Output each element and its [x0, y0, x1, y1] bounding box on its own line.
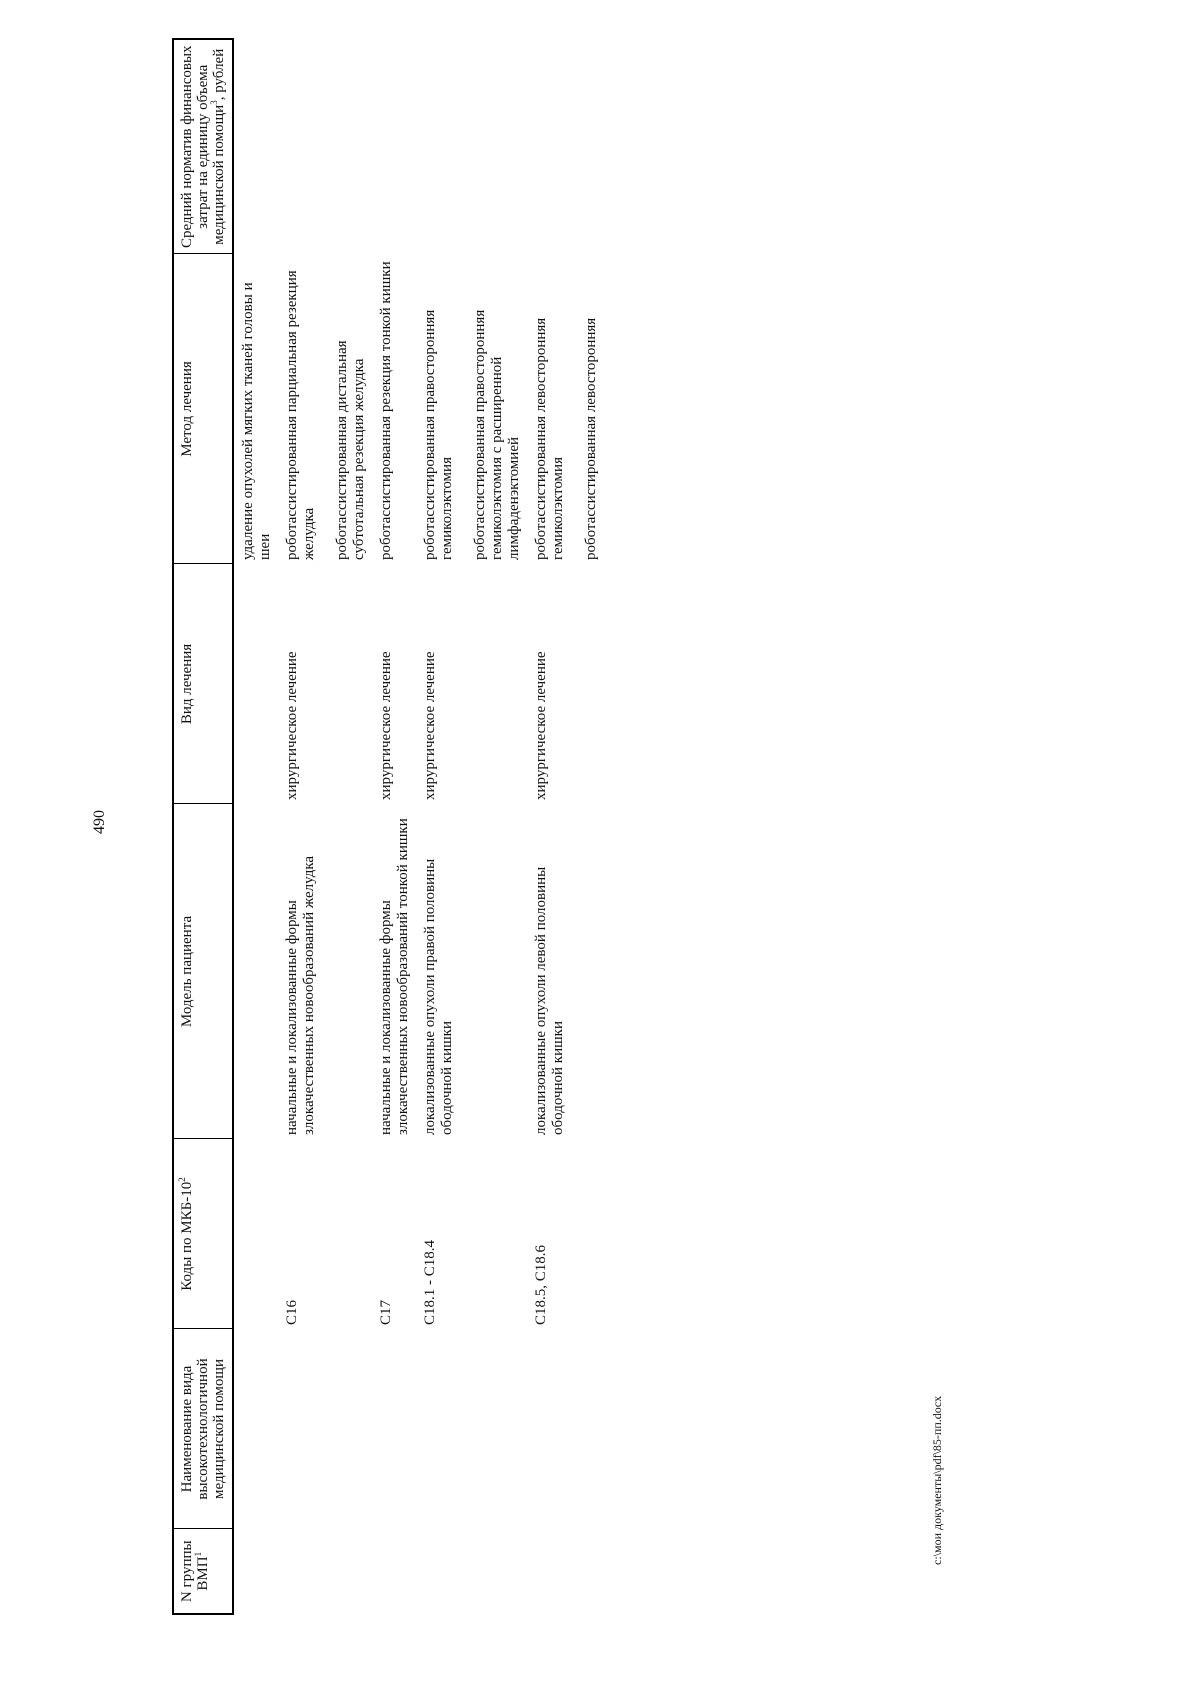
patient-model: локализованные опухоли левой половины ободочной кишки: [533, 866, 566, 1135]
col-header-icd-codes: Коды по МКБ-$10^2$: [173, 1139, 233, 1329]
treatment-type: хирургическое лечение: [284, 651, 300, 800]
treatment-method: роботассистированная резекция тонкой кишки: [378, 261, 394, 560]
col-header-treatment-method: Метод лечения: [173, 254, 233, 564]
table-row: [412, 39, 523, 1614]
patient-model: начальные и локализованные формы злокачественных новообразований желудка: [284, 855, 317, 1135]
icd-code: C18.5, C18.6: [533, 1244, 549, 1325]
treatment-method: удаление опухолей мягких тканей головы и шеи: [240, 282, 273, 560]
treatment-method: роботассистированная левосторонняя: [583, 317, 599, 560]
treatment-type: хирургическое лечение: [378, 651, 394, 800]
treatment-method: роботассистированная правосторонняя гемиколэктомия: [422, 309, 455, 560]
rotated-table-page: [172, 40, 872, 1615]
treatment-method: роботассистированная дистальная субтотальная резекция желудка: [334, 340, 367, 560]
icd-code: C16: [284, 1299, 300, 1325]
patient-model: локализованные опухоли правой половины ободочной кишки: [422, 858, 455, 1135]
table-row: [274, 39, 368, 1614]
table-header-row: [173, 39, 233, 1614]
col-header-vmp-name: Наименование вида высокотехнологичной медицинской помощи: [173, 1329, 233, 1529]
treatment-methods: [233, 254, 274, 564]
patient-model: [233, 804, 274, 1139]
treatment-type: хирургическое лечение: [533, 651, 549, 800]
icd-code: C17: [378, 1299, 394, 1325]
table-row: [368, 39, 412, 1614]
treatment-method: роботассистированная правосторонняя гемиколэктомия с расширенной лимфаденэктомией: [472, 309, 522, 560]
col-header-treatment-type: Вид лечения: [173, 564, 233, 804]
treatment-methods: [274, 254, 368, 564]
table-row: [523, 39, 600, 1614]
treatment-type: [233, 564, 274, 804]
col-header-cost-norm: Средний норматив финансовых затрат на единицу объема медицинской помощи$^3$, рублей: [173, 39, 233, 254]
icd-code: [233, 1139, 274, 1329]
page-number: 490: [91, 810, 108, 834]
treatment-method: роботассистированная парциальная резекция желудка: [284, 270, 317, 560]
treatment-type: хирургическое лечение: [422, 651, 438, 800]
col-header-patient-model: Модель пациента: [173, 804, 233, 1139]
treatment-methods: [523, 254, 600, 564]
treatment-method: роботассистированная левосторонняя гемиколэктомия: [533, 317, 566, 560]
file-path-footer: c:\мои документы\pdf\85-пп.docx: [930, 1395, 944, 1565]
treatment-methods: [412, 254, 523, 564]
patient-model: начальные и локализованные формы злокачественных новообразований тонкой кишки: [378, 818, 411, 1135]
table-row: [233, 39, 274, 1614]
icd-code: C18.1 - C18.4: [422, 1239, 438, 1325]
col-header-group-number: N группы ВМП$^1$: [173, 1529, 233, 1614]
treatment-methods: [368, 254, 412, 564]
vmp-table: [172, 38, 600, 1615]
